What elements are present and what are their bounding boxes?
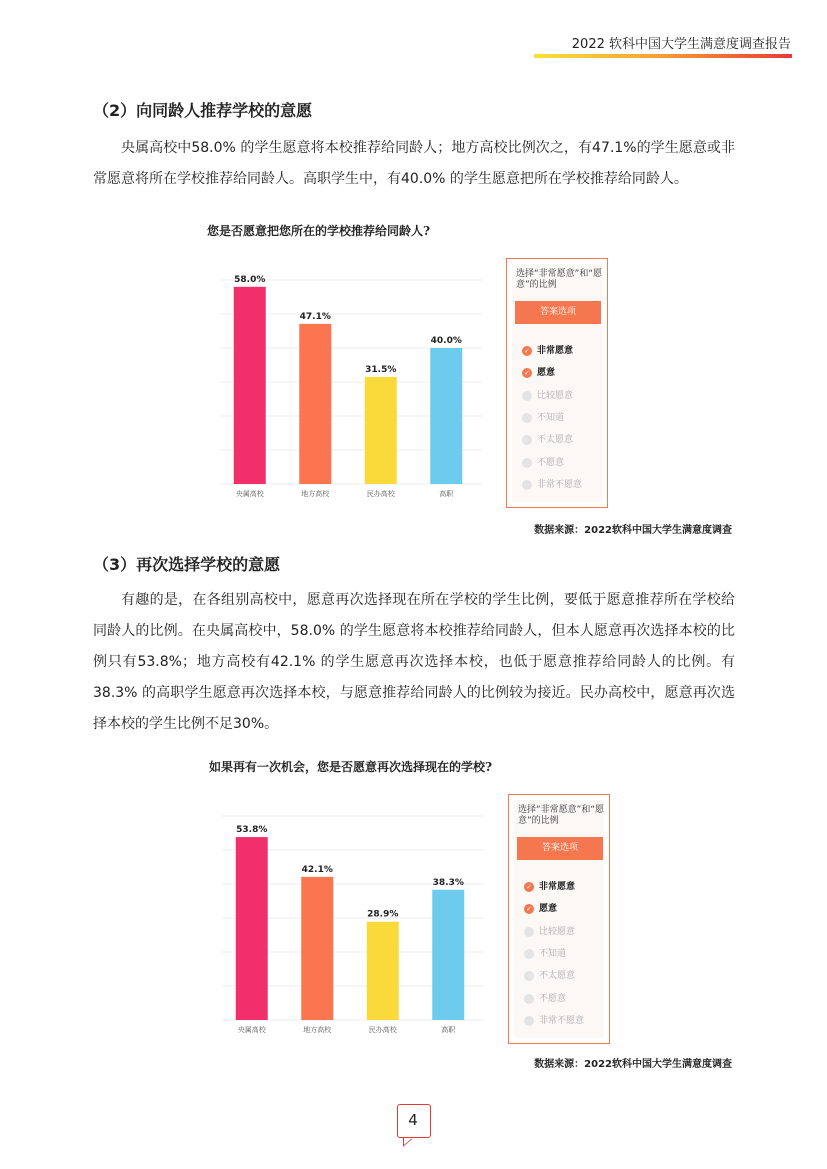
legend-panel <box>512 264 602 502</box>
bar-value-label: 31.5% <box>365 364 397 375</box>
bar-value-label: 38.3% <box>432 877 464 888</box>
legend-option-label: 非常愿意 <box>537 346 574 356</box>
legend-option[interactable] <box>524 925 575 939</box>
legend-option[interactable] <box>522 389 573 403</box>
legend-title: 选择“非常愿意”和“愿意”的比例 <box>516 269 602 290</box>
chart-2-legend <box>508 794 610 1044</box>
legend-option[interactable] <box>522 478 582 492</box>
section-3-paragraph: 有趣的是，在各组别高校中，愿意再次选择现在所在学校的学生比例，要低于愿意推荐所在学校给同龄人的比例。在央属高校中，58.0% 的学生愿意将本校推荐给同龄人，但本人愿意再次选择本校的比例只有53.8%；地方高校有42.1% 的学生愿意再次选择本校，也低于愿意推荐给同龄人的比例。有38.3% 的高职学生愿意再次选择本校，与愿意推荐给同龄人的比例较为接近。民办高校中，愿意再次选择本校的学生比例不足30%。 <box>93 592 735 732</box>
chart-2-title: 如果再有一次机会，您是否愿意再次选择现在的学校? <box>209 760 493 774</box>
bar-value-label: 58.0% <box>234 274 266 285</box>
legend-option-label: 不知道 <box>539 948 567 959</box>
section-3-title: （3）再次选择学校的意愿 <box>93 555 281 574</box>
legend-option-label: 不太愿意 <box>537 435 574 446</box>
legend-option[interactable] <box>522 366 555 380</box>
empty-circle-icon <box>522 391 532 401</box>
legend-option-label: 非常不愿意 <box>539 1015 585 1026</box>
legend-option-label: 不愿意 <box>539 993 567 1004</box>
legend-option-label: 不知道 <box>537 412 565 423</box>
chart-1-title: 您是否愿意把您所在的学校推荐给同龄人? <box>207 224 431 238</box>
check-circle-icon: ✓ <box>524 904 534 914</box>
section-2-title: （2）向同龄人推荐学校的意愿 <box>93 101 313 120</box>
legend-option[interactable] <box>524 947 566 961</box>
section-2-paragraph: 央属高校中58.0% 的学生愿意将本校推荐给同龄人；地方高校比例次之，有47.1%的学生愿意或非常愿意将所在学校推荐给同龄人。高职学生中，有40.0% 的学生愿意把所在学校推荐给同龄人。 <box>93 140 735 187</box>
check-circle-icon: ✓ <box>522 368 532 378</box>
category-label: 地方高校 <box>303 1026 332 1034</box>
category-label: 高职 <box>441 1026 456 1034</box>
legend-option[interactable] <box>522 411 564 425</box>
bar-local <box>301 877 333 1020</box>
legend-option[interactable] <box>524 992 566 1006</box>
bar-value-label: 53.8% <box>236 825 268 836</box>
empty-circle-icon <box>524 949 534 959</box>
legend-option-label: 非常愿意 <box>539 882 576 892</box>
bar-private <box>365 377 397 484</box>
legend-panel <box>514 800 604 1038</box>
report-header-title: 2022 软科中国大学生满意度调查报告 <box>571 37 791 52</box>
empty-circle-icon <box>522 480 532 490</box>
category-label: 央属高校 <box>235 490 264 498</box>
check-circle-icon: ✓ <box>524 882 534 892</box>
empty-circle-icon <box>524 1016 534 1026</box>
legend-option-label: 不愿意 <box>537 457 565 468</box>
chart-2-bar-chart <box>222 798 492 1038</box>
legend-option-label: 不太愿意 <box>539 971 576 982</box>
empty-circle-icon <box>524 994 534 1004</box>
legend-option[interactable] <box>524 880 575 894</box>
empty-circle-icon <box>522 435 532 445</box>
bar-value-label: 40.0% <box>430 336 462 346</box>
bar-vocational <box>432 890 464 1020</box>
answer-options-button[interactable]: 答案选项 <box>517 837 603 860</box>
chart-1-source: 数据来源：2022软科中国大学生满意度调查 <box>534 525 732 536</box>
bar-private <box>367 922 399 1020</box>
bar-vocational <box>430 348 462 484</box>
legend-option-label: 愿意 <box>537 368 556 379</box>
legend-option-label: 比较愿意 <box>537 390 574 401</box>
legend-option[interactable] <box>522 344 573 358</box>
bar-value-label: 47.1% <box>299 311 331 322</box>
empty-circle-icon <box>524 971 534 981</box>
bar-value-label: 42.1% <box>301 864 333 875</box>
legend-option-label: 非常不愿意 <box>537 479 583 490</box>
chart-1-legend <box>506 258 608 508</box>
category-label: 地方高校 <box>301 490 330 498</box>
bar-value-label: 28.9% <box>367 909 399 920</box>
chart-2-source: 数据来源：2022软科中国大学生满意度调查 <box>534 1059 732 1070</box>
empty-circle-icon <box>522 413 532 423</box>
legend-option-label: 比较愿意 <box>539 926 576 937</box>
legend-option[interactable] <box>522 456 564 470</box>
legend-option[interactable] <box>524 969 575 983</box>
legend-option[interactable] <box>522 433 573 447</box>
bar-central <box>236 837 268 1020</box>
empty-circle-icon <box>524 927 534 937</box>
category-label: 央属高校 <box>237 1026 266 1034</box>
empty-circle-icon <box>522 458 532 468</box>
bar-central <box>234 287 266 484</box>
legend-title: 选择“非常愿意”和“愿意”的比例 <box>518 805 604 826</box>
legend-option[interactable] <box>524 902 557 916</box>
bar-local <box>299 324 331 484</box>
legend-option-label: 愿意 <box>539 904 558 915</box>
category-label: 高职 <box>439 490 454 498</box>
chart-1-bar-chart <box>220 262 490 502</box>
category-label: 民办高校 <box>366 490 395 498</box>
legend-option[interactable] <box>524 1014 584 1028</box>
answer-options-button[interactable]: 答案选项 <box>515 301 601 324</box>
header-gradient-bar <box>534 54 792 58</box>
page-number: 4 <box>408 1111 418 1129</box>
check-circle-icon: ✓ <box>522 346 532 356</box>
category-label: 民办高校 <box>368 1026 397 1034</box>
